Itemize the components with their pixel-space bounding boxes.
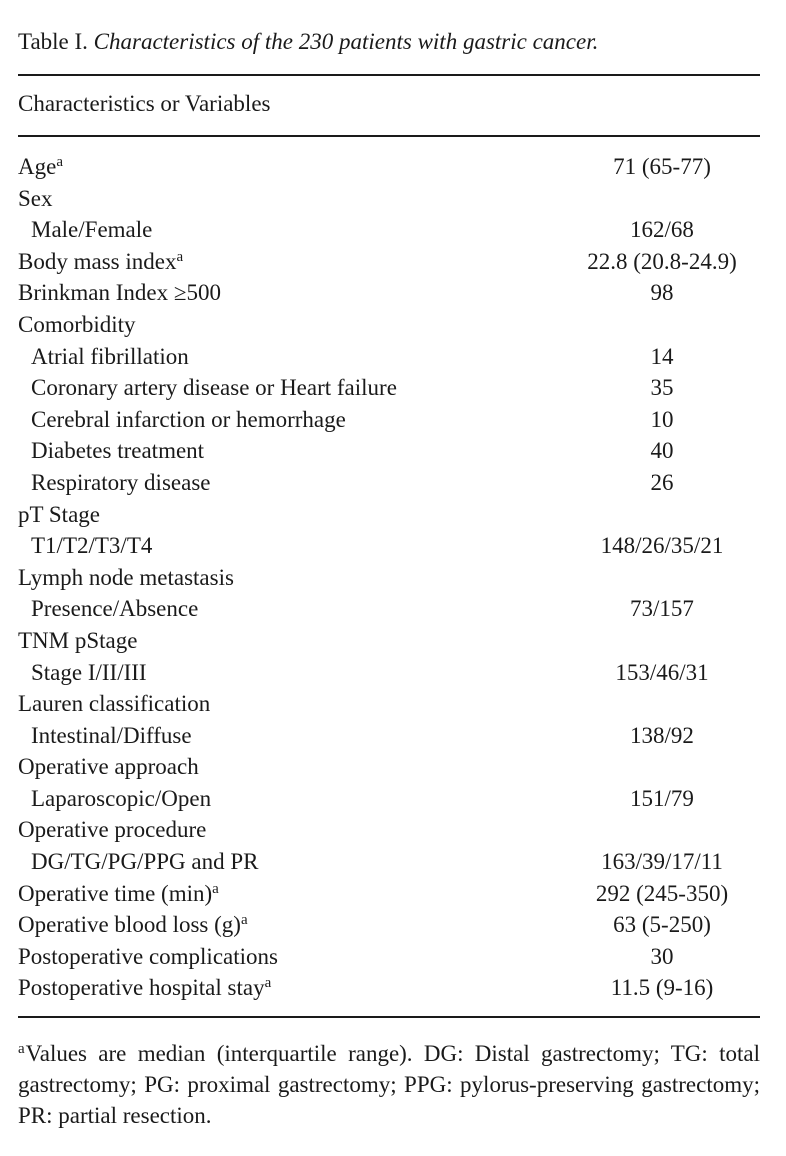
- caption-title: Characteristics of the 230 patients with gastric cancer.: [93, 29, 599, 54]
- table-row: [18, 372, 760, 404]
- row-value: 40: [650, 438, 674, 464]
- table-row: [18, 751, 760, 783]
- row-label: [31, 593, 198, 625]
- footnote-marker: a: [18, 1041, 25, 1057]
- row-label-text: Atrial fibrillation: [31, 343, 189, 369]
- row-label-text: Lymph node metastasis: [18, 564, 234, 590]
- table-row: [18, 530, 760, 562]
- row-label-text: Age: [18, 154, 57, 179]
- row-label-text: Brinkman Index ≥500: [18, 280, 221, 306]
- table-row: [18, 467, 760, 499]
- footnote-ref: a: [264, 975, 272, 992]
- table-row: [18, 846, 760, 878]
- row-label: [18, 246, 183, 278]
- row-label: [31, 846, 258, 878]
- row-label-text: Postoperative complications: [18, 943, 278, 969]
- table-row: [18, 878, 760, 910]
- row-value: 30: [650, 943, 674, 969]
- row-value: 35: [650, 375, 674, 401]
- row-label-text: Comorbidity: [18, 311, 136, 337]
- row-label-text: Sex: [18, 185, 53, 211]
- row-value: 71 (65-77): [613, 154, 711, 179]
- row-label: [18, 183, 53, 215]
- table-row: [18, 183, 760, 215]
- row-label-text: Laparoscopic/Open: [31, 785, 212, 811]
- row-label: [31, 530, 152, 562]
- table-row: [18, 657, 760, 689]
- column-header: Characteristics or Variables: [18, 91, 271, 116]
- row-label-text: Operative blood loss (g): [18, 912, 241, 938]
- table-footnote: [18, 1038, 760, 1131]
- row-label: [18, 499, 100, 531]
- row-label-text: Diabetes treatment: [31, 438, 205, 464]
- row-label-text: Respiratory disease: [31, 469, 211, 495]
- row-label: [18, 625, 137, 657]
- table-row: [18, 972, 760, 1004]
- row-value: 98: [650, 280, 674, 306]
- row-label: [31, 404, 346, 436]
- header-rule: [18, 135, 760, 137]
- footnote-ref: a: [240, 912, 248, 929]
- row-label: [18, 309, 136, 341]
- row-label: [31, 783, 211, 815]
- row-label-text: Male/Female: [31, 217, 153, 243]
- row-label: [18, 814, 206, 846]
- row-label: [18, 972, 271, 1004]
- table-row: [18, 720, 760, 752]
- row-label-text: DG/TG/PG/PPG and PR: [31, 849, 259, 875]
- table-row: [18, 277, 760, 309]
- table-row: [18, 404, 760, 436]
- row-value: 292 (245-350): [595, 880, 729, 906]
- row-label-text: Operative approach: [18, 754, 199, 780]
- table-row: [18, 151, 760, 183]
- row-value: 153/46/31: [615, 659, 709, 685]
- row-label-text: pT Stage: [18, 501, 100, 527]
- row-label: [18, 751, 199, 783]
- row-label: [31, 657, 147, 689]
- row-label-text: Operative procedure: [18, 817, 207, 843]
- table-row: [18, 783, 760, 815]
- row-label-text: Postoperative hospital stay: [18, 975, 265, 1001]
- row-label: [31, 720, 192, 752]
- row-label: [18, 562, 234, 594]
- row-value: 26: [650, 469, 674, 495]
- table-row: [18, 435, 760, 467]
- row-label-text: Body mass index: [18, 248, 177, 274]
- row-value: 148/26/35/21: [600, 533, 724, 559]
- row-label-text: Coronary artery disease or Heart failure: [31, 375, 397, 401]
- row-label: [18, 277, 221, 309]
- row-value: 138/92: [630, 722, 694, 748]
- footnote-text: Values are median (interquartile range). DG: Distal gastrectomy; TG: total gastrectomy; PG: proximal gastrectomy; PPG: pylorus-preserving gastrectomy; PR: partial resection.: [18, 1041, 760, 1128]
- table-row: [18, 625, 760, 657]
- row-label-text: Operative time (min): [18, 880, 213, 906]
- row-label: [18, 941, 278, 973]
- table-row: [18, 814, 760, 846]
- row-label-text: Lauren classification: [18, 691, 211, 717]
- table-row: [18, 499, 760, 531]
- table-row: [18, 246, 760, 278]
- bottom-rule: [18, 1016, 760, 1018]
- table-row: [18, 214, 760, 246]
- row-label-text: Stage I/II/III: [31, 659, 147, 685]
- table-row: [18, 688, 760, 720]
- row-value: 162/68: [630, 217, 694, 243]
- row-label: [18, 878, 219, 910]
- row-value: 73/157: [630, 596, 694, 622]
- row-label: [31, 341, 189, 373]
- row-value: 63 (5-250): [613, 912, 711, 938]
- row-label: [31, 214, 152, 246]
- row-value: 11.5 (9-16): [610, 975, 714, 1001]
- table-row: [18, 309, 760, 341]
- row-value: 14: [650, 343, 674, 369]
- footnote-ref: a: [176, 248, 184, 265]
- row-label-text: TNM pStage: [18, 627, 138, 653]
- table-row: [18, 341, 760, 373]
- table-body: [18, 151, 760, 1004]
- table-row: [18, 941, 760, 973]
- table-row: [18, 593, 760, 625]
- row-value: 22.8 (20.8-24.9): [587, 248, 737, 274]
- row-label: [31, 467, 210, 499]
- caption-label: Table I.: [18, 29, 88, 54]
- row-label: [18, 151, 63, 183]
- row-label: [31, 435, 204, 467]
- table-row: [18, 909, 760, 941]
- footnote-ref: a: [212, 880, 219, 897]
- row-label-text: Intestinal/Diffuse: [31, 722, 192, 748]
- top-rule: [18, 74, 760, 76]
- row-label-text: Cerebral infarction or hemorrhage: [31, 406, 346, 432]
- row-label-text: T1/T2/T3/T4: [31, 533, 153, 559]
- row-label-text: Presence/Absence: [31, 596, 199, 622]
- footnote-ref: a: [56, 154, 63, 170]
- row-label: [18, 688, 210, 720]
- row-label: [31, 372, 397, 404]
- row-value: 151/79: [630, 785, 694, 811]
- row-label: [18, 909, 248, 941]
- table-caption: [18, 27, 598, 57]
- row-value: 163/39/17/11: [601, 849, 723, 875]
- table-row: [18, 562, 760, 594]
- row-value: 10: [650, 406, 674, 432]
